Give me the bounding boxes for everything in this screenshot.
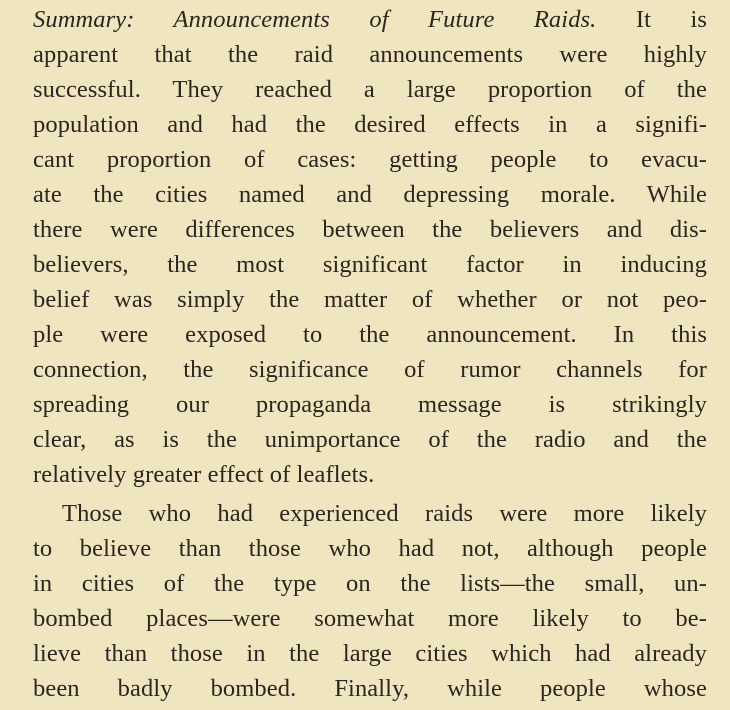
paragraph-1-line-7: there were differences between the believers and dis-: [33, 216, 707, 243]
heading-line-tail: It is: [635, 6, 708, 33]
paragraph-1-line-9: belief was simply the matter of whether or not peo-: [33, 286, 707, 313]
paragraph-1-line-3: successful. They reached a large proportion of the: [33, 76, 707, 103]
paragraph-1-line-14: relatively greater effect of leaflets.: [33, 461, 375, 488]
paragraph-1-line-12: spreading our propaganda message is strikingly: [33, 391, 707, 418]
paragraph-2-line-1: Those who had experienced raids were more likely: [62, 500, 707, 527]
paragraph-1-line-6: ate the cities named and depressing morale. While: [33, 181, 707, 208]
paragraph-1-line-5: cant proportion of cases: getting people to evacu-: [33, 146, 707, 173]
paragraph-1-line-1: [33, 3, 707, 37]
paragraph-2-line-3: in cities of the type on the lists—the small, un-: [33, 570, 707, 597]
paragraph-1-line-4: population and had the desired effects in a signifi-: [33, 111, 707, 138]
paragraph-1-line-11: connection, the significance of rumor channels for: [33, 356, 707, 383]
paragraph-2-line-5: lieve than those in the large cities which had already: [33, 640, 707, 667]
paragraph-2-line-2: to believe than those who had not, although people: [33, 535, 707, 562]
paragraph-2-line-6: been badly bombed. Finally, while people whose: [33, 675, 707, 702]
paragraph-1-line-13: clear, as is the unimportance of the radio and the: [33, 426, 707, 453]
paragraph-1-line-2: apparent that the raid announcements were highly: [33, 41, 707, 68]
paragraph-2-line-4: bombed places—were somewhat more likely to be-: [33, 605, 707, 632]
section-heading: Summary: Announcements of Future Raids.: [33, 6, 597, 33]
paragraph-1-line-8: believers, the most significant factor in inducing: [33, 251, 707, 278]
paragraph-1-line-10: ple were exposed to the announcement. In this: [33, 321, 707, 348]
